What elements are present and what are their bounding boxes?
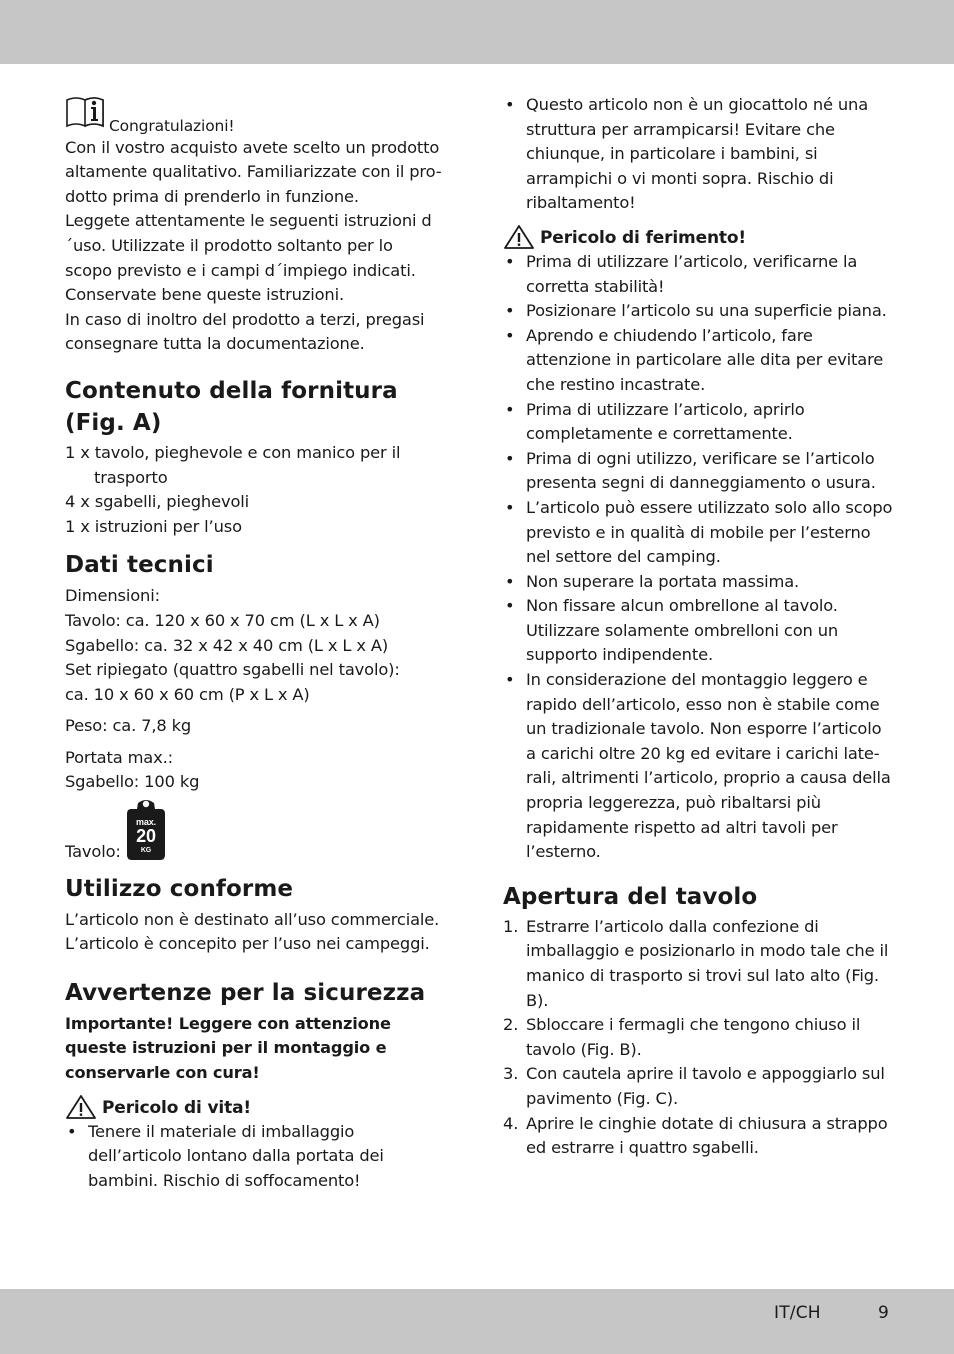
list-item: • Questo articolo non è un giocattolo né una struttura per arrampicarsi! Evitare che chiunque, in particolare i bambini, si arrampichi o vi monti sopra. Rischio di ribaltamento! bbox=[503, 93, 895, 216]
right-column bbox=[503, 93, 895, 1161]
weight-value: Peso: ca. 7,8 kg bbox=[65, 716, 192, 736]
step-item: 2. Sbloccare i fermagli che tengono chiuso il tavolo (Fig. B). bbox=[503, 1015, 861, 1059]
step-item: 3. Con cautela aprire il tavolo e appoggiarlo sul pavimento (Fig. C). bbox=[503, 1064, 885, 1108]
list-item: • Posizionare l’articolo su una superficie piana. bbox=[503, 299, 895, 324]
danger-life-list-continued bbox=[503, 93, 895, 216]
list-item: • Aprendo e chiudendo l’articolo, fare attenzione in particolare alle dita per evitare che restino incastrate. bbox=[503, 324, 895, 398]
list-item: 4 x sgabelli, pieghevoli bbox=[65, 492, 250, 512]
warning-triangle-icon bbox=[65, 1094, 97, 1120]
intro-paragraph: In caso di inoltro del prodotto a terzi, pregasi consegnare tutta la documentazione. bbox=[65, 309, 425, 354]
list-item: • Prima di ogni utilizzo, verificare se l’articolo presenta segni di danneggiamento o usura. bbox=[503, 447, 895, 496]
danger-injury-title: Pericolo di ferimento! bbox=[540, 227, 747, 248]
opening-steps bbox=[503, 915, 895, 1161]
dims-label: Dimensioni: bbox=[65, 586, 160, 606]
opening-title: Apertura del tavolo bbox=[503, 883, 758, 910]
danger-life-title: Pericolo di vita! bbox=[102, 1097, 252, 1118]
tech-title: Dati tecnici bbox=[65, 552, 214, 579]
danger-life-list bbox=[65, 1120, 443, 1194]
step-item: 1. Estrarre l’articolo dalla confezione di imballaggio e posizionarlo in modo tale che il manico di trasporto si trovi sul lato alto (Fig. B). bbox=[503, 916, 889, 1010]
footer-language: IT/CH bbox=[774, 1303, 821, 1323]
load-label: Portata max.: bbox=[65, 747, 173, 767]
intro-heading bbox=[65, 94, 443, 136]
max-weight-icon bbox=[125, 797, 167, 869]
safety-title: Avvertenze per la sicurezza bbox=[65, 979, 426, 1006]
list-item: 1 x istruzioni per l’uso bbox=[65, 516, 242, 536]
dims-line: ca. 10 x 60 x 60 cm (P x L x A) bbox=[65, 684, 310, 704]
intro-title: Congratulazioni! bbox=[109, 116, 235, 135]
weight-badge-value: 20 bbox=[135, 826, 156, 847]
weight-badge-top: max. bbox=[135, 817, 156, 828]
intended-use-line: L’articolo non è destinato all’uso commerciale. bbox=[65, 909, 440, 929]
important-note: Importante! Leggere con attenzione queste istruzioni per il montaggio e conservarle con cura! bbox=[65, 1013, 391, 1083]
contents-list bbox=[65, 441, 443, 539]
weight-badge-unit: KG bbox=[140, 847, 151, 855]
list-item: • Non fissare alcun ombrellone al tavolo. Utilizzare solamente ombrelloni con un supporto indipendente. bbox=[503, 594, 895, 668]
left-column bbox=[65, 94, 443, 1193]
info-book-icon bbox=[65, 94, 105, 136]
list-item: • Non superare la portata massima. bbox=[503, 570, 895, 595]
page-number: 9 bbox=[878, 1303, 889, 1323]
danger-life-heading bbox=[65, 1094, 443, 1120]
list-item: • Tenere il materiale di imballaggio dell’articolo lontano dalla portata dei bambini. Rischio di soffocamento! bbox=[65, 1120, 443, 1194]
warning-triangle-icon bbox=[503, 224, 535, 250]
intended-use-title: Utilizzo conforme bbox=[65, 875, 294, 902]
list-item: • Prima di utilizzare l’articolo, aprirlo completamente e correttamente. bbox=[503, 398, 895, 447]
list-item: • L’articolo può essere utilizzato solo allo scopo previsto e in qualità di mobile per l’esterno nel settore del camping. bbox=[503, 496, 895, 570]
load-stool: Sgabello: 100 kg bbox=[65, 772, 200, 792]
intended-use-text bbox=[65, 908, 443, 957]
step-item: 4. Aprire le cinghie dotate di chiusura a strappo ed estrarre i quattro sgabelli. bbox=[503, 1113, 888, 1158]
danger-injury-list bbox=[503, 250, 895, 865]
tech-dimensions bbox=[65, 584, 443, 707]
list-item: • In considerazione del montaggio leggero e rapido dell’articolo, esso non è stabile come un tradizionale tavolo. Non esporre l’articolo a carichi oltre 20 kg ed evitare i carichi late-rali, altrimenti l’articolo, proprio a causa della propria leggerezza, può ribaltarsi più rapidamente rispetto ad altri tavoli per l’esterno. bbox=[503, 668, 895, 865]
danger-injury-heading bbox=[503, 224, 895, 250]
load-table-label: Tavolo: bbox=[65, 842, 121, 862]
dims-line: Tavolo: ca. 120 x 60 x 70 cm (L x L x A) bbox=[65, 610, 380, 630]
contents-title: Contenuto della fornitura (Fig. A) bbox=[65, 377, 398, 436]
intro-paragraph: Con il vostro acquisto avete scelto un prodotto altamente qualitativo. Familiarizzate con il pro-dotto prima di prenderlo in funzione. bbox=[65, 137, 442, 206]
load-table bbox=[65, 797, 443, 869]
intended-use-line: L’articolo è concepito per l’uso nei campeggi. bbox=[65, 934, 430, 954]
dims-line: Set ripiegato (quattro sgabelli nel tavolo): bbox=[65, 660, 400, 680]
header-bar bbox=[0, 0, 954, 64]
list-item: • Prima di utilizzare l’articolo, verificarne la corretta stabilità! bbox=[503, 250, 895, 299]
intro-paragraph: Leggete attentamente le seguenti istruzioni d´uso. Utilizzate il prodotto soltanto per lo scopo previsto e i campi d´impiego indicati. Conservate bene queste istruzioni. bbox=[65, 211, 432, 305]
dims-line: Sgabello: ca. 32 x 42 x 40 cm (L x L x A) bbox=[65, 635, 389, 655]
list-item: 1 x tavolo, pieghevole e con manico per il trasporto bbox=[65, 442, 401, 487]
